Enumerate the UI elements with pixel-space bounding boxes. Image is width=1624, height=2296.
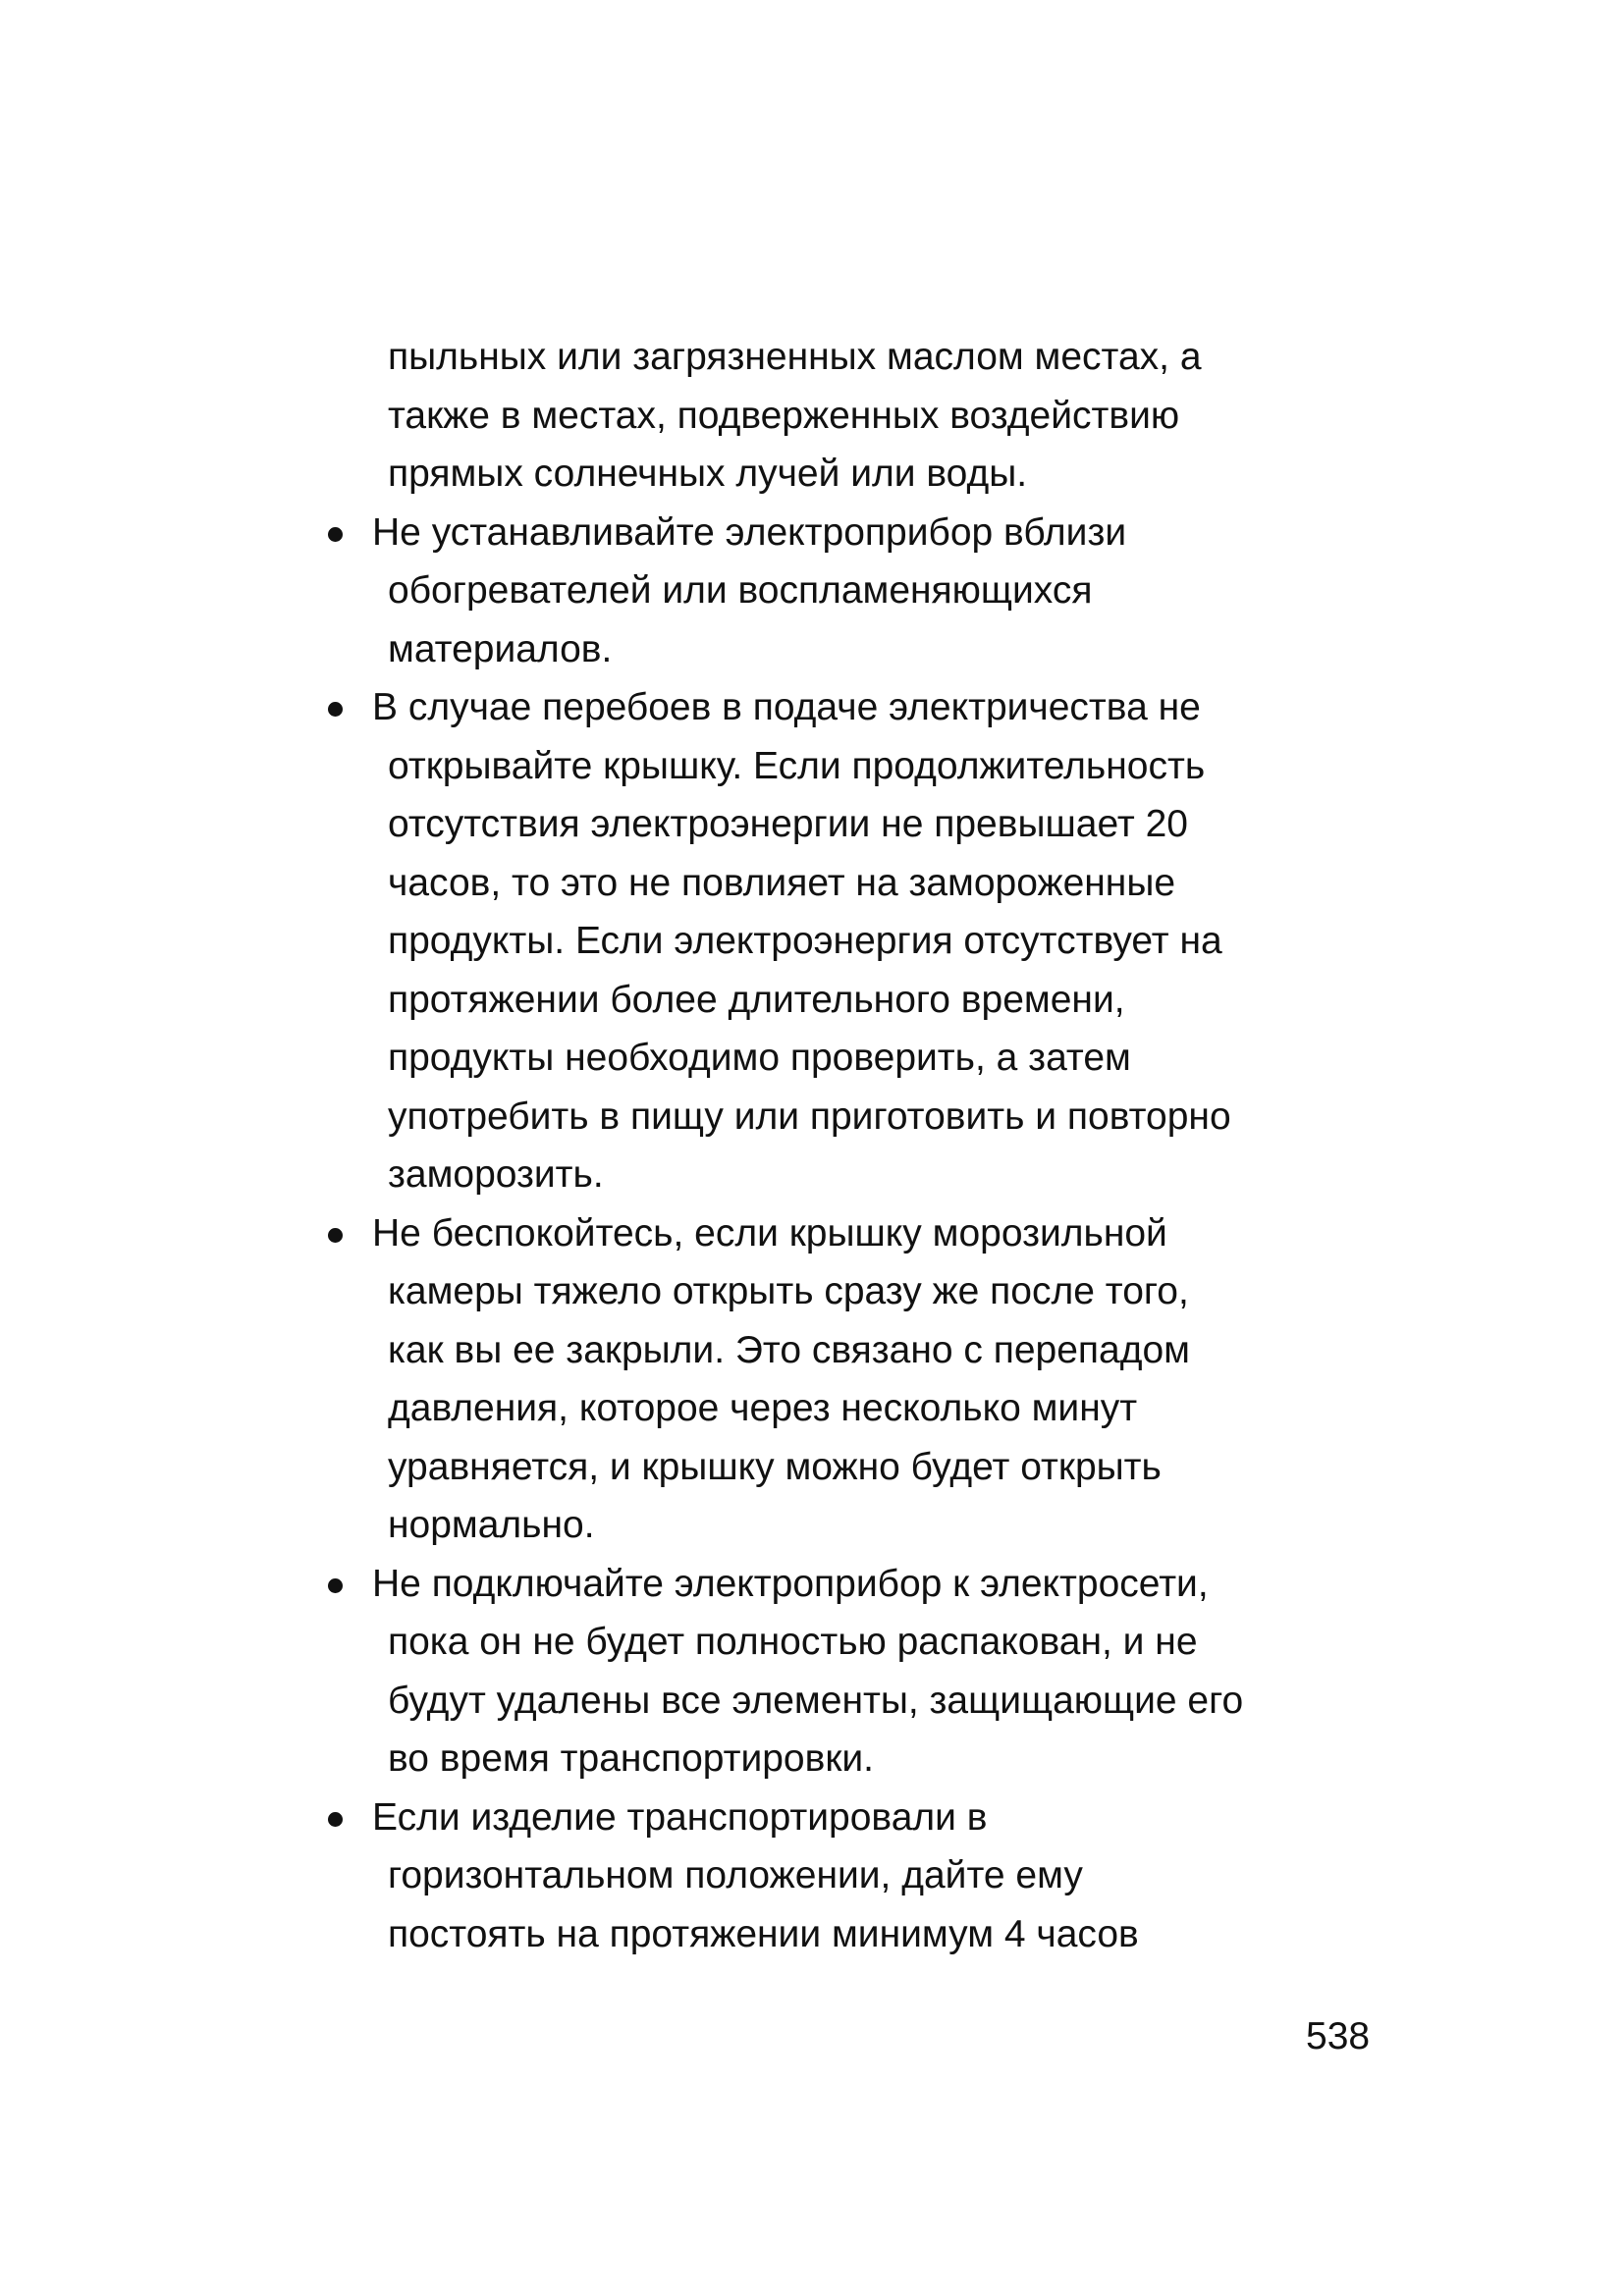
bullet-icon: [328, 1228, 343, 1243]
page-number: 538: [1306, 2015, 1371, 2057]
bullet-item-first-line: [324, 1555, 1384, 1614]
bullet-continuation-line: во время транспортировки.: [388, 1737, 875, 1780]
bullet-icon: [328, 1812, 343, 1827]
bullet-continuation-line: часов, то это не повлияет на замороженные: [388, 861, 1176, 904]
bullet-continuation-line: пока он не будет полностью распакован, и не: [388, 1621, 1198, 1663]
bullet-continuation-line: отсутствия электроэнергии не превышает 20: [388, 803, 1188, 845]
bullet-item-first-line: [324, 678, 1384, 737]
bullet-continuation-line: протяжении более длительного времени,: [388, 978, 1125, 1021]
bullet-continuation-line: продукты необходимо проверить, а затем: [388, 1037, 1131, 1079]
bullet-continuation-line: открывайте крышку. Если продолжительность: [388, 744, 1206, 787]
bullet-continuation-line: уравняется, и крышку можно будет открыть: [388, 1445, 1162, 1488]
bullet-text: Если изделие транспортировали в: [372, 1795, 988, 1839]
bullet-continuation-line: постоять на протяжении минимум 4 часов: [388, 1912, 1139, 1955]
bullet-continuation-line: будут удалены все элементы, защищающие его: [388, 1679, 1244, 1722]
body-text: [324, 328, 1384, 1963]
bullet-continuation-line: нормально.: [388, 1504, 595, 1546]
bullet-text: В случае перебоев в подаче электричества не: [372, 686, 1201, 728]
bullet-item-first-line: [324, 1789, 1384, 1847]
bullet-icon: [328, 527, 343, 542]
bullet-continuation-line: материалов.: [388, 627, 613, 670]
bullet-item-first-line: [324, 1204, 1384, 1263]
bullet-text: Не устанавливайте электроприбор вблизи: [372, 510, 1127, 554]
bullet-continuation-line: заморозить.: [388, 1153, 604, 1196]
continuation-line: прямых солнечных лучей или воды.: [388, 453, 1028, 495]
bullet-continuation-line: давления, которое через несколько минут: [388, 1387, 1138, 1429]
bullet-text: Не беспокойтесь, если крышку морозильной: [372, 1211, 1167, 1255]
bullet-continuation-line: как вы ее закрыли. Это связано с перепадом: [388, 1328, 1190, 1371]
continuation-line: также в местах, подверженных воздействию: [388, 394, 1180, 437]
bullet-continuation-line: горизонтальном положении, дайте ему: [388, 1854, 1083, 1896]
bullet-continuation-line: употребить в пищу или приготовить и повторно: [388, 1095, 1231, 1138]
bullet-continuation-line: камеры тяжело открыть сразу же после того,: [388, 1270, 1189, 1312]
bullet-text: Не подключайте электроприбор к электросети,: [372, 1562, 1209, 1605]
continuation-line: пыльных или загрязненных маслом местах, а: [388, 336, 1202, 378]
bullet-icon: [328, 702, 343, 717]
bullet-continuation-line: обогревателей или воспламеняющихся: [388, 569, 1093, 612]
bullet-continuation-line: продукты. Если электроэнергия отсутствует на: [388, 920, 1222, 962]
bullet-item-first-line: [324, 504, 1384, 562]
bullet-icon: [328, 1578, 343, 1593]
